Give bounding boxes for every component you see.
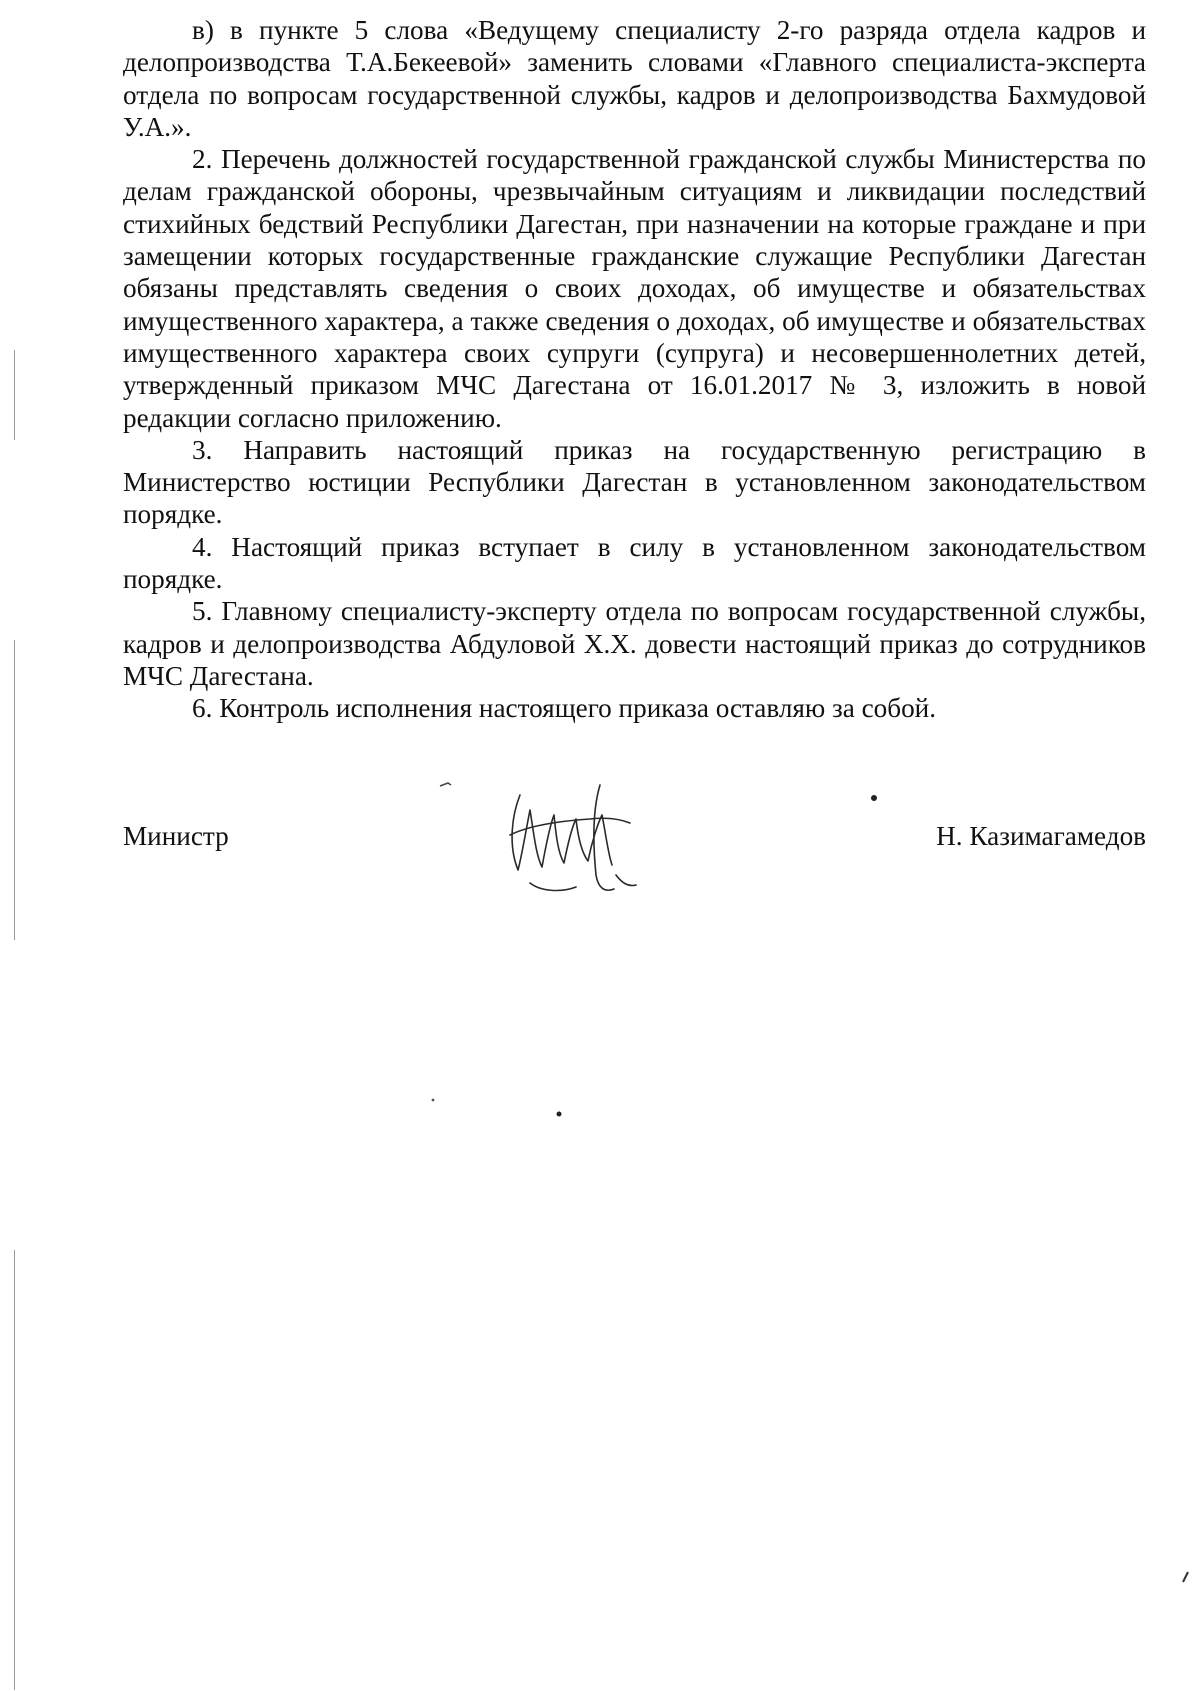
paragraph-6-control: 6. Контроль исполнения настоящего приказа оставляю за собой. <box>192 693 937 724</box>
scan-speck <box>1180 1570 1190 1584</box>
scan-speck <box>868 793 880 803</box>
scan-margin-line <box>14 640 15 940</box>
paragraph-item-v: в) в пункте 5 слова «Ведущему специалисту 2-го разряда отдела кадров и делопроизводства Т.А.Бекеевой» заменить словами «Главного специалиста-эксперта отдела по вопросам государственной службы, кадров и делопроизводства Бахмудовой У.А.». <box>123 15 1146 142</box>
document-body <box>123 14 1146 725</box>
paragraph-2-list-of-positions: 2. Перечень должностей государственной гражданской службы Министерства по делам гражданской обороны, чрезвычайным ситуациям и ликвидации последствий стихийных бедствий Республики Дагестан, при назначении на которые граждане и при замещении которых государственные гражданские служащие Республики Дагестан обязаны представлять сведения о своих доходах, об имуществе и обязательствах имущественного характера, а также сведения о доходах, об имуществе и обязательствах имущественного характера своих супруги (супруга) и несовершеннолетних детей, утвержденный приказом МЧС Дагестана от 16.01.2017 № 3, изложить в новой редакции согласно приложению. <box>123 144 1146 433</box>
signer-name: Н. Казимагамедов <box>936 821 1146 851</box>
signer-title: Министр <box>123 821 229 851</box>
scan-speck <box>438 780 454 790</box>
paragraph-5-notify-staff: 5. Главному специалисту-эксперту отдела по вопросам государственной службы, кадров и делопроизводства Абдуловой Х.Х. довести настоящий приказ до сотрудников МЧС Дагестана. <box>123 596 1146 691</box>
paragraph-4-entry-into-force: 4. Настоящий приказ вступает в силу в установленном законодательством порядке. <box>123 531 1146 595</box>
scan-margin-line <box>14 350 15 440</box>
scan-margin-line <box>14 1250 15 1690</box>
scan-speck <box>430 1097 436 1103</box>
scan-speck <box>555 1110 563 1118</box>
paragraph-3-registration: 3. Направить настоящий приказ на государственную регистрацию в Министерство юстиции Республики Дагестан в установленном законодательством порядке. <box>123 434 1146 530</box>
signature-row <box>123 820 1146 860</box>
